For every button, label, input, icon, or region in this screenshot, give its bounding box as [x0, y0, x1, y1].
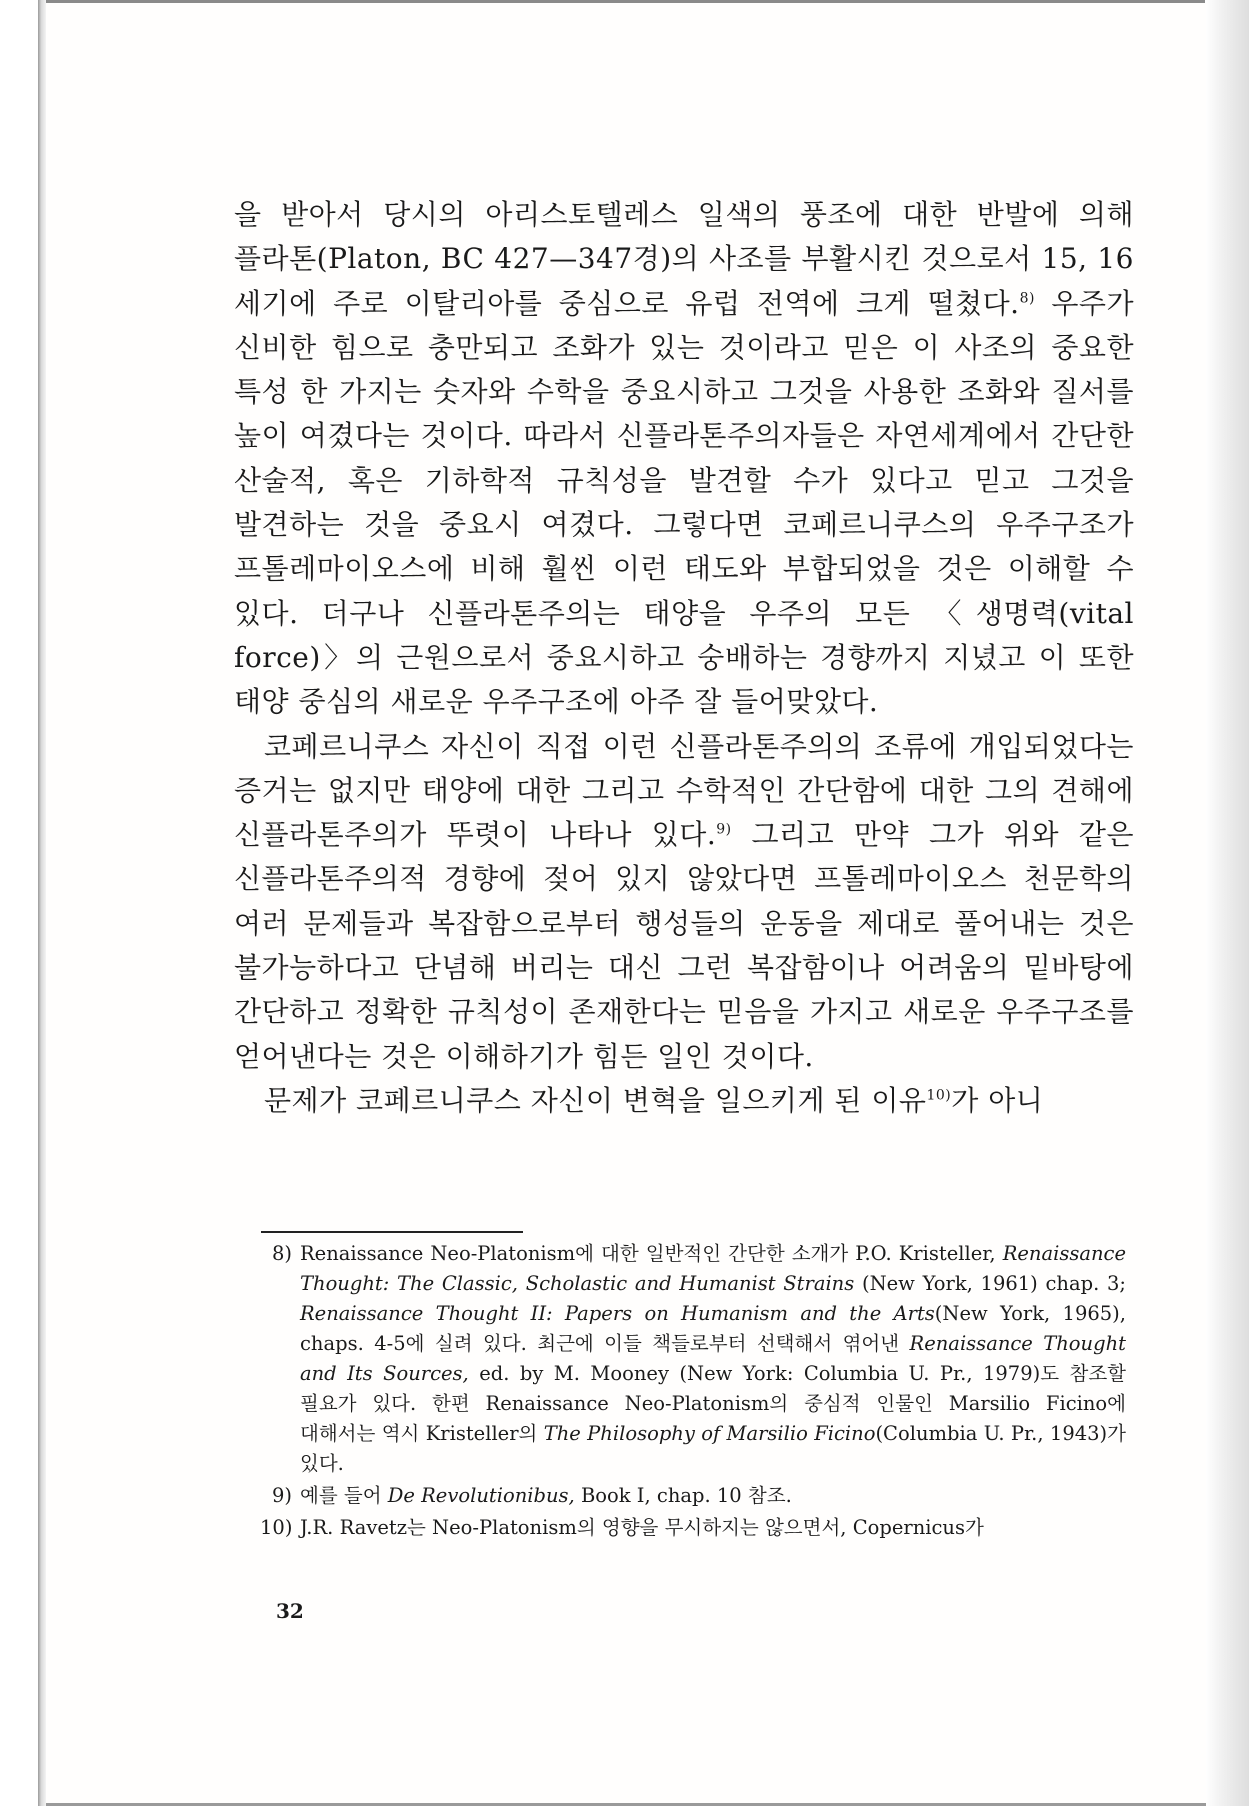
footnote-ref-9: 9): [716, 821, 732, 838]
paragraph-2: 코페르니쿠스 자신이 직접 이런 신플라톤주의의 조류에 개입되었다는 증거는 없지만 태양에 대한 그리고 수학적인 간단함에 대한 그의 견해에 신플라톤주의가 뚜렷이 나타나 있다.$^{9)}$ 그리고 만약 그가 위와 같은 신플라톤주의적 경향에 젖어 있지 않았다면 프톨레마이오스 천문학의 여러 문제들과 복잡함으로부터 행성들의 운동을 제대로 풀어내는 것은 불가능하다고 단념해 버리는 대신 그런 복잡함이나 어려움의 밑바탕에 간단하고 정확한 규칙성이 존재한다는 믿음을 가지고 새로운 우주구조를 얻어낸다는 것은 이해하기가 힘든 일인 것이다.: [234, 729, 1135, 1073]
footnote-10: 10) J.R. Ravetz는 Neo-Platonism의 영향을 무시하지는 않으면서, Copernicus가: [260, 1516, 984, 1539]
page-number: 32: [276, 1599, 304, 1623]
main-text: [234, 193, 1134, 1123]
paragraph-3: 문제가 코페르니쿠스 자신이 변혁을 일으키게 된 이유$^{10)}$가 아니: [264, 1083, 1044, 1117]
page-edge-right: [1205, 0, 1249, 1806]
paragraph-1: 을 받아서 당시의 아리스토텔레스 일색의 풍조에 대한 반발에 의해 플라톤(Platon, BC 427—347경)의 사조를 부활시킨 것으로서 15, 16 세기에 주로 이탈리아를 중심으로 유럽 전역에 크게 떨쳤다.$^{8)}$ 우주가 신비한 힘으로 충만되고 조화가 있는 것이라고 믿은 이 사조의 중요한 특성 한 가지는 숫자와 수학을 중요시하고 그것을 사용한 조화와 질서를 높이 여겼다는 것이다. 따라서 신플라톤주의자들은 자연세계에서 간단한 산술적, 혹은 기하학적 규칙성을 발견할 수가 있다고 믿고 그것을 발견하는 것을 중요시 여겼다. 그렇다면 코페르니쿠스의 우주구조가 프톨레마이오스에 비해 훨씬 이런 태도와 부합되었을 것은 이해할 수 있다. 더구나 신플라톤주의는 태양을 우주의 모든 〈생명력(vital force)〉의 근원으로서 중요시하고 숭배하는 경향까지 지녔고 이 또한 태양 중심의 새로운 우주구조에 아주 잘 들어맞았다.: [234, 198, 1135, 719]
footnote-ref-10: 10): [926, 1087, 952, 1104]
footnote-9: 9) 예를 들어 De Revolutionibus, Book I, chap. 10 참조.: [271, 1484, 792, 1507]
footnote-divider: [261, 1231, 523, 1233]
footnotes: [260, 1239, 1126, 1545]
book-page: [46, 3, 1206, 1803]
footnote-8: 8) Renaissance Neo-Platonism에 대한 일반적인 간단한 소개가 P.O. Kristeller, Renaissance Thought: The Classic, Scholastic and Humanist Strains (New York, 1961) chap. 3; Renaissance Thought II: Papers on Humanism and the Arts(New York, 1965), chaps. 4-5에 실려 있다. 최근에 이들 책들로부터 선택해서 엮어낸 Renaissance Thought and Its Sources, ed. by M. Mooney (New York: Columbia U. Pr., 1979)도 참조할 필요가 있다. 한편 Renaissance Neo-Platonism의 중심적 인물인 Marsilio Ficino에 대해서는 역시 Kristeller의 The Philosophy of Marsilio Ficino(Columbia U. Pr., 1943)가 있다.: [271, 1242, 1127, 1475]
footnote-ref-8: 8): [1019, 290, 1035, 307]
page-edge-left: [38, 0, 46, 1806]
